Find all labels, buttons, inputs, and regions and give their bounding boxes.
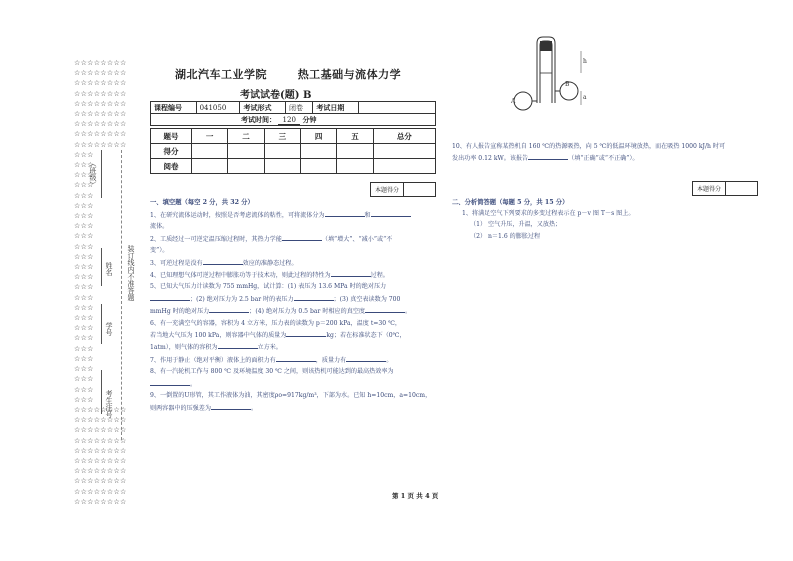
grader-cell[interactable] (192, 159, 228, 174)
question-5-cont: ；(2) 绝对压力为 2.5 bar 时的表压力 ；(3) 真空表读数为 700 (150, 293, 440, 305)
grader-cell[interactable] (228, 159, 264, 174)
label-h: h (583, 58, 587, 65)
answer-blank[interactable] (282, 233, 322, 241)
section2-question-1a: （1） 空气升压，升温，又放热； (470, 221, 562, 229)
star-row: ☆☆☆ (74, 365, 94, 374)
score-header-label: 题号 (151, 129, 192, 144)
score-header-2: 二 (228, 129, 264, 144)
section1-questions (150, 209, 440, 414)
answer-blank[interactable] (276, 354, 316, 362)
course-code-label: 课程编号 (151, 102, 197, 114)
label-A: A (511, 98, 516, 105)
star-row: ☆☆☆☆☆☆☆☆ (74, 99, 127, 108)
answer-blank[interactable] (371, 209, 411, 217)
answer-blank[interactable] (218, 341, 258, 349)
star-row: ☆☆☆☆☆☆☆☆ (74, 436, 127, 445)
star-row: ☆☆☆ (74, 150, 94, 159)
answer-blank[interactable] (209, 305, 249, 313)
star-row: ☆☆☆ (74, 232, 94, 241)
score-box-label: 本题得分 (693, 182, 726, 195)
star-row: ☆☆☆ (74, 171, 94, 180)
star-row: ☆☆☆ (74, 375, 94, 384)
exam-time-value: 120 (278, 116, 300, 125)
star-row: ☆☆☆ (74, 273, 94, 282)
page-number: 第 1 页 共 4 页 (392, 492, 439, 500)
star-row: ☆☆☆☆☆☆☆☆ (74, 467, 127, 476)
star-row: ☆☆☆☆☆☆☆☆ (74, 497, 127, 506)
section2-question-1: 1、将满足空气下列要求的多变过程表示在 p－v 图 T－s 图上。 (462, 210, 635, 217)
star-row: ☆☆☆ (74, 293, 94, 302)
school-name: 湖北汽车工业学院 (175, 68, 267, 81)
star-row: ☆☆☆☆☆☆☆☆ (74, 405, 127, 414)
info-table (150, 101, 436, 126)
star-row: ☆☆☆ (74, 354, 94, 363)
answer-blank[interactable] (331, 269, 371, 277)
star-row: ☆☆☆☆☆☆☆☆ (74, 426, 127, 435)
exam-form: 闭卷 (286, 102, 313, 114)
score-header-1: 一 (192, 129, 228, 144)
star-row: ☆☆☆☆☆☆☆☆ (74, 446, 127, 455)
star-row: ☆☆☆ (74, 334, 94, 343)
question-1-cont: 流体。 (150, 223, 169, 231)
grader-cell[interactable] (337, 159, 373, 174)
question-5: 5、已知大气压力计读数为 755 mmHg，试计算：(1) 表压为 13.6 MPa 时的绝对压力 (150, 283, 387, 291)
star-row: ☆☆☆☆☆☆☆☆ (74, 487, 127, 496)
star-row: ☆☆☆☆☆☆☆☆ (74, 120, 127, 129)
score-header-3: 三 (264, 129, 300, 144)
binding-line (121, 150, 122, 440)
star-row: ☆☆☆ (74, 385, 94, 394)
question-8-cont: 。 (150, 378, 440, 390)
star-row: ☆☆☆☆☆☆☆☆ (74, 110, 127, 119)
star-row: ☆☆☆ (74, 324, 94, 333)
name-underline (101, 248, 102, 286)
score-cell[interactable] (337, 144, 373, 159)
question-9: 9、一倒置的U形管，其工作液体为油，其密度ρo=917kg/m³，下部为水。已知 h=10cm，a=10cm， (150, 392, 432, 400)
answer-blank[interactable] (150, 293, 190, 301)
grader-cell[interactable] (300, 159, 336, 174)
star-row: ☆☆☆☆☆☆☆☆ (74, 89, 127, 98)
question-7: 7、作用于静止（绝对平衡）液体上的面积力有 ，质量力有 。 (150, 354, 440, 366)
exam-date (359, 102, 436, 114)
star-row: ☆☆☆☆☆☆☆☆ (74, 79, 127, 88)
star-row: ☆☆☆☆☆☆☆☆ (74, 59, 127, 67)
answer-blank[interactable] (211, 402, 251, 410)
star-row: ☆☆☆☆☆☆☆☆ (74, 416, 127, 425)
star-row: ☆☆☆ (74, 283, 94, 292)
star-row: ☆☆☆ (74, 201, 94, 210)
question-5-cont2: mmHg 时的绝对压力 ；(4) 绝对压力为 0.5 bar 时相应的真空度 。 (150, 305, 440, 317)
exam-title: 考试试卷(题) B (240, 90, 312, 101)
star-row: ☆☆☆☆☆☆☆☆ (74, 456, 127, 465)
exam-form-label: 考试形式 (240, 102, 286, 114)
section2-score-box (692, 181, 758, 196)
class-label: （班级） (89, 160, 97, 188)
answer-blank[interactable] (294, 293, 334, 301)
grader-row-label: 阅卷 (151, 159, 192, 174)
star-row: ☆☆☆ (74, 242, 94, 251)
question-6: 6、有一充满空气的容器，容积为 4 立方米，压力表的读数为 p＝200 kPa，温度 t=30 ℃， (150, 319, 401, 327)
course-code: 041050 (196, 102, 240, 114)
star-row: ☆☆☆ (74, 222, 94, 231)
question-3: 3、可逆过程是没有 效应的准静态过程。 (150, 257, 440, 269)
examinee-underline (101, 370, 102, 414)
score-header-5: 五 (337, 129, 373, 144)
label-a: a (583, 94, 587, 101)
score-cell[interactable] (264, 144, 300, 159)
exam-time-row (151, 114, 436, 126)
answer-blank[interactable] (203, 257, 243, 265)
question-10-cont: 发出功率 0.12 kW。该报告 （填“正确”或“不正确”）。 (452, 152, 772, 164)
question-10-block (452, 141, 772, 165)
score-cell[interactable] (373, 144, 435, 159)
question-1: 1、在研究流体运动时，按照是否考虑流体的粘性，可将流体分为 和 (150, 209, 440, 221)
score-cell[interactable] (300, 144, 336, 159)
question-9-cont: 则两容器中的压强差为 。 (150, 402, 440, 414)
star-row: ☆☆☆ (74, 303, 94, 312)
answer-blank[interactable] (528, 152, 568, 160)
star-row: ☆☆☆☆☆☆☆☆ (74, 477, 127, 486)
exam-date-label: 考试日期 (313, 102, 359, 114)
u-tube-diagram (505, 33, 605, 115)
exam-header (175, 66, 401, 82)
section2-question-1b: （2） n＝1.6 的膨胀过程 (470, 232, 541, 240)
star-row: ☆☆☆ (74, 314, 94, 323)
score-table (150, 128, 436, 174)
star-row: ☆☆☆ (74, 263, 94, 272)
star-row: ☆☆☆ (74, 161, 94, 170)
grader-cell[interactable] (373, 159, 435, 174)
label-B: B (565, 81, 570, 88)
section2-questions (462, 208, 762, 242)
star-row: ☆☆☆☆☆☆☆☆ (74, 69, 127, 78)
examinee-label: 考生注号 (105, 390, 113, 418)
section2-heading: 二、分析简答题（每题 5 分，共 15 分） (452, 199, 569, 206)
section1-heading: 一、填空题（每空 2 分，共 32 分） (150, 199, 254, 206)
answer-blank[interactable] (346, 354, 386, 362)
answer-blank[interactable] (365, 305, 405, 313)
answer-blank[interactable] (325, 209, 365, 217)
course-name: 热工基础与流体力学 (297, 68, 402, 81)
question-8: 8、有一汽轮机工作与 800 ℃ 及环境温度 30 ℃ 之间，则该热机可能达到的最高热效率为 (150, 368, 394, 376)
question-4: 4、已知理想气体可逆过程中膨胀功等于技术功，则此过程的特性为 过程。 (150, 269, 440, 281)
answer-blank[interactable] (150, 378, 190, 386)
question-2-cont: 变”）。 (150, 247, 169, 255)
grader-cell[interactable] (264, 159, 300, 174)
id-underline (101, 304, 102, 344)
exam-time-unit: 分钟 (302, 114, 317, 124)
name-label: 姓名 (105, 262, 113, 276)
score-cell[interactable] (228, 144, 264, 159)
class-underline (101, 150, 102, 198)
star-row: ☆☆☆ (74, 252, 94, 261)
star-row: ☆☆☆ (74, 191, 94, 200)
score-header-4: 四 (300, 129, 336, 144)
question-6-cont2: 1atm），则气体的容积为 立方米。 (150, 341, 440, 353)
star-row: ☆☆☆☆☆☆☆☆ (74, 140, 127, 149)
score-row-label: 得分 (151, 144, 192, 159)
answer-blank[interactable] (286, 329, 326, 337)
star-row: ☆☆☆☆☆☆☆☆ (74, 130, 127, 139)
star-row: ☆☆☆ (74, 181, 94, 190)
section1-score-box (370, 182, 436, 197)
exam-time-label: 考试时间： (241, 114, 276, 124)
question-6-cont: 若当地大气压为 100 kPa，则容器中气体的质量为 kg；若在标准状态下（0℃， (150, 329, 440, 341)
binding-notice: 装订线内不准答题 (127, 245, 135, 301)
star-row: ☆☆☆ (74, 344, 94, 353)
student-id-label: 学号 (105, 322, 113, 336)
score-box-label: 本题得分 (371, 183, 404, 196)
score-header-total: 总分 (373, 129, 435, 144)
star-row: ☆☆☆ (74, 212, 94, 221)
question-2: 2、工质经过一可逆定温压缩过程时，其热力学能 （填“增大”、“减小”或“不 (150, 233, 440, 245)
question-10: 10、有人报告宣称某热机自 160 ℃的热源吸热，向 5 ℃的低温环境放热，而在吸热 1000 kJ/h 时可 (452, 143, 726, 150)
star-row: ☆☆☆ (74, 395, 94, 404)
score-cell[interactable] (192, 144, 228, 159)
